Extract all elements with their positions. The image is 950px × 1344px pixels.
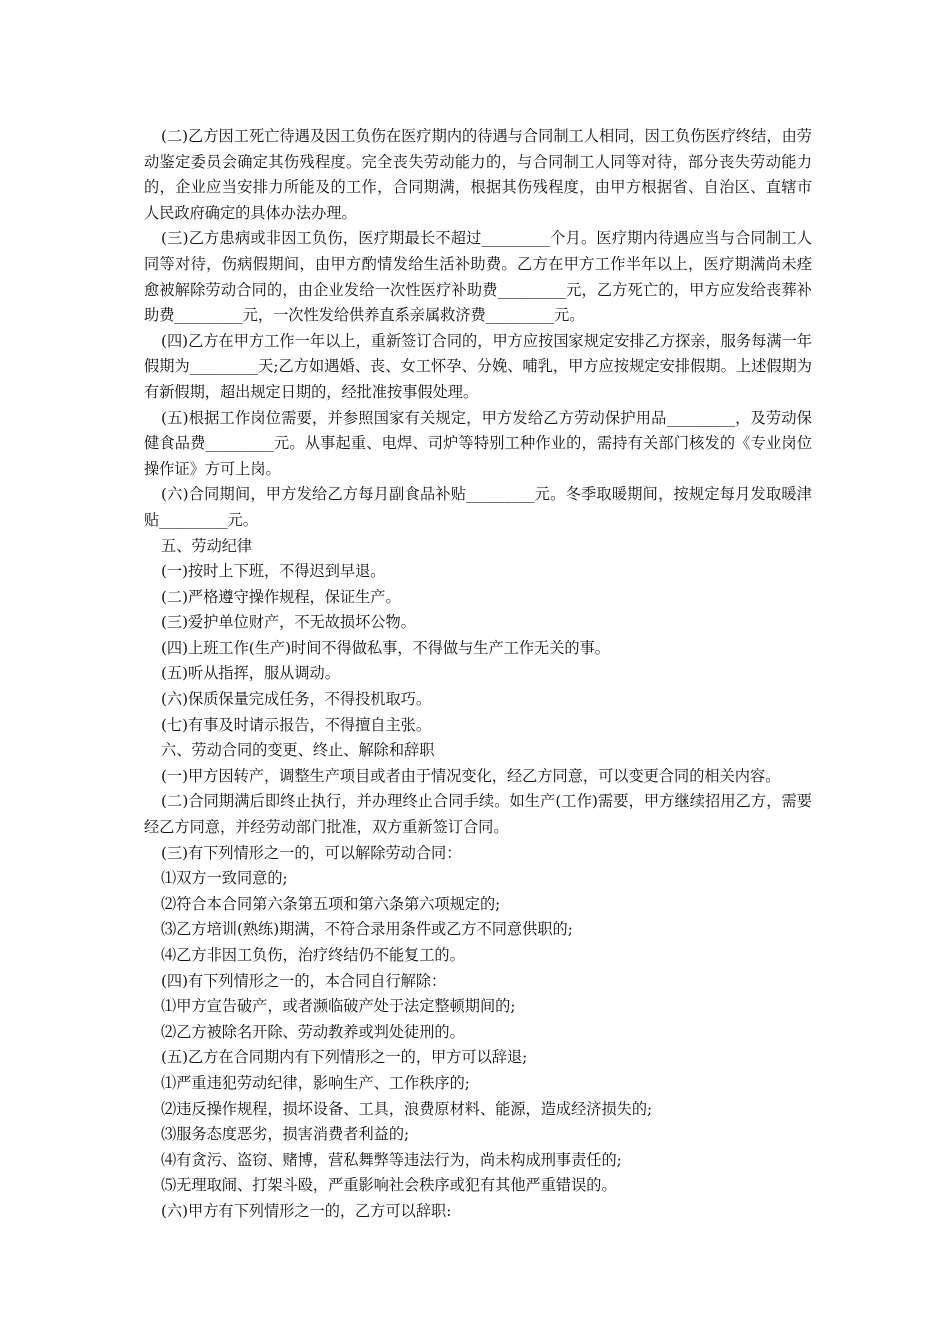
contract-item-3: (三)有下列情形之一的，可以解除劳动合同： — [161, 843, 462, 862]
discipline-item-6: (六)保质保量完成任务，不得投机取巧。 — [161, 690, 432, 709]
contract-subitem-5-1: ⑴严重违犯劳动纪律，影响生产、工作秩序的; — [161, 1073, 470, 1092]
paragraph-5-protection: (五)根据工作岗位需要，并参照国家有关规定，甲方发给乙方劳动保护用品_________，及劳动保健食品费_________元。从事起重、电焊、司炉等特别工种作业的，需持有关部门核发的《专业岗位操作证》方可上岗。 — [144, 408, 812, 478]
contract-subitem-5-5: ⑸无理取闹、打架斗殴，严重影响社会秩序或犯有其他严重错误的。 — [161, 1176, 617, 1195]
contract-subitem-3-4: ⑷乙方非因工负伤，治疗终结仍不能复工的。 — [161, 946, 465, 964]
discipline-item-1: (一)按时上下班，不得迟到早退。 — [161, 562, 386, 581]
discipline-item-4: (四)上班工作(生产)时间不得做私事，不得做与生产工作无关的事。 — [161, 638, 610, 657]
contract-item-1: (一)甲方因转产，调整生产项目或者由于情况变化，经乙方同意，可以变更合同的相关内容。 — [161, 766, 781, 785]
discipline-item-3: (三)爱护单位财产，不无故损坏公物。 — [161, 613, 416, 632]
discipline-item-2: (二)严格遵守操作规程，保证生产。 — [161, 587, 401, 606]
contract-subitem-5-4: ⑷有贪污、盗窃、赌博，营私舞弊等违法行为，尚未构成刑事责任的; — [161, 1150, 622, 1169]
contract-subitem-5-3: ⑶服务态度恶劣，损害消费者利益的; — [161, 1125, 410, 1144]
contract-subitem-4-2: ⑵乙方被除名开除、劳动教养或判处徒刑的。 — [161, 1022, 465, 1041]
contract-item-4: (四)有下列情形之一的，本合同自行解除： — [161, 971, 447, 990]
contract-item-5: (五)乙方在合同期内有下列情形之一的，甲方可以辞退; — [161, 1048, 528, 1067]
paragraph-2-death-injury: (二)乙方因工死亡待遇及因工负伤在医疗期内的待遇与合同制工人相同，因工负伤医疗终结，由劳动鉴定委员会确定其伤残程度。完全丧失劳动能力的，与合同制工人同等对待，部分丧失劳动能力的，企业应当安排力所能及的工作，合同期满，根据其伤残程度，由甲方根据省、自治区、直辖市人民政府确定的具体办法办理。 — [144, 127, 812, 222]
contract-item-6: (六)甲方有下列情形之一的，乙方可以辞职: — [161, 1201, 452, 1220]
contract-subitem-3-3: ⑶乙方培训(熟练)期满，不符合录用条件或乙方不同意供职的; — [161, 920, 573, 939]
discipline-item-7: (七)有事及时请示报告，不得擅自主张。 — [161, 715, 432, 734]
contract-subitem-4-1: ⑴甲方宣告破产，或者濒临破产处于法定整顿期间的; — [161, 997, 516, 1016]
contract-subitem-5-2: ⑵违反操作规程，损坏设备、工具，浪费原材料、能源，造成经济损失的; — [161, 1099, 653, 1118]
paragraph-4-leave: (四)乙方在甲方工作一年以上，重新签订合同的，甲方应按国家规定安排乙方探亲，服务每满一年假期为_________天;乙方如遇婚、丧、女工怀孕、分娩、哺乳，甲方应按规定安排假期。上述假期为有新假期，超出规定日期的，经批准按事假处理。 — [144, 331, 812, 401]
section-heading-contract-changes: 六、劳动合同的变更、终止、解除和辞职 — [161, 741, 435, 760]
contract-item-2: (二)合同期满后即终止执行，并办理终止合同手续。如生产(工作)需要，甲方继续招用乙方，需要经乙方同意，并经劳动部门批准，双方重新签订合同。 — [144, 792, 812, 837]
paragraph-3-illness: (三)乙方患病或非因工负伤，医疗期最长不超过_________个月。医疗期内待遇应当与合同制工人同等对待，伤病假期间，由甲方酌情发给生活补助费。乙方在甲方工作半年以上，医疗期满尚未痊愈被解除劳动合同的，由企业发给一次性医疗补助费_________元，乙方死亡的，甲方应发给丧葬补助费_________元，一次性发给供养直系亲属救济费_________元。 — [144, 229, 812, 325]
document-page — [144, 124, 812, 1225]
section-heading-discipline: 五、劳动纪律 — [161, 536, 253, 555]
paragraph-6-subsidy: (六)合同期间，甲方发给乙方每月副食品补贴_________元。冬季取暖期间，按规定每月发取暖津贴_________元。 — [144, 485, 812, 529]
contract-subitem-3-2: ⑵符合本合同第六条第五项和第六条第六项规定的; — [161, 894, 501, 913]
discipline-item-5: (五)听从指挥，服从调动。 — [161, 664, 340, 683]
contract-subitem-3-1: ⑴双方一致同意的; — [161, 869, 288, 888]
